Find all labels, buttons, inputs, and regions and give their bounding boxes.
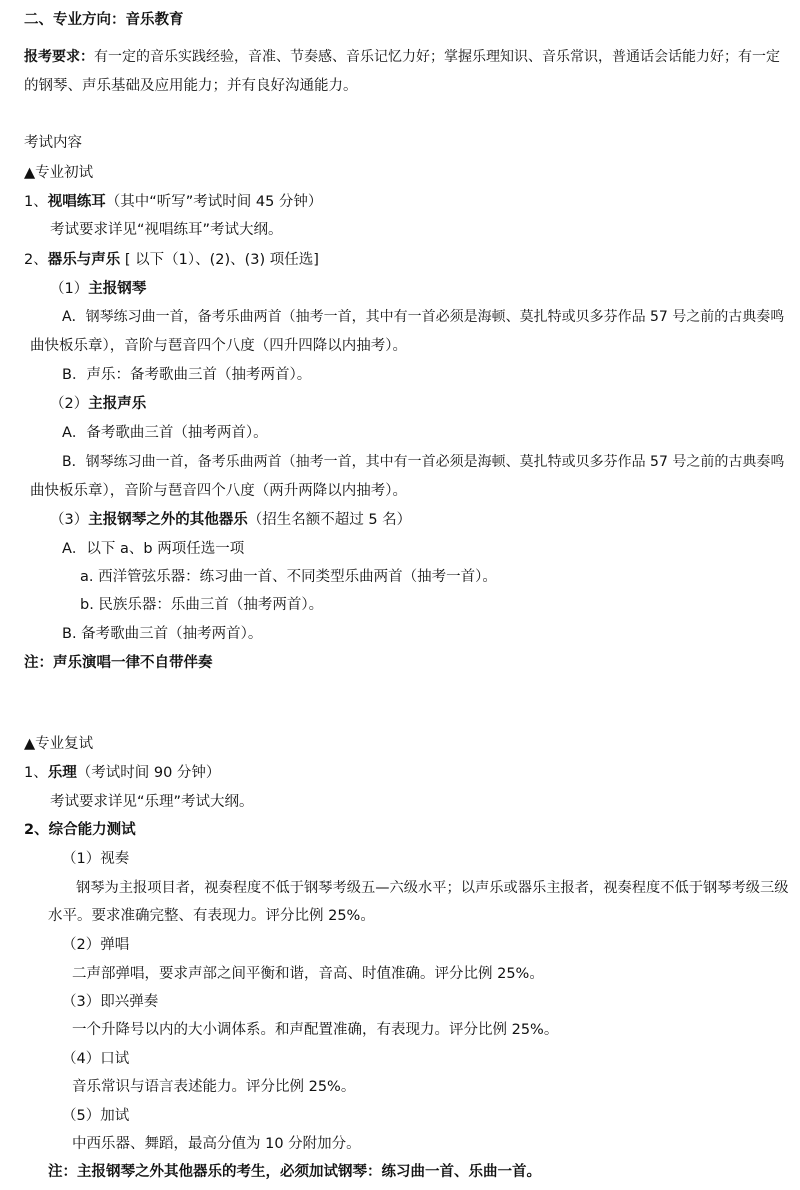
item-title: 视唱练耳 — [47, 194, 106, 210]
retest-item-2: 2、综合能力测试 — [24, 822, 136, 838]
sub-item-1-b: B．声乐：备考歌曲三首（抽考两首）。 — [62, 367, 312, 383]
sub-item-2-a: A．备考歌曲三首（抽考两首）。 — [62, 425, 268, 441]
section-title: 二、专业方向：音乐教育 — [24, 12, 184, 28]
requirement-label: 报考要求： — [24, 49, 94, 65]
prelim-item-1-desc: 考试要求详见“视唱练耳”考试大纲。 — [50, 222, 283, 238]
retest-part-4-title: （4）口试 — [62, 1051, 130, 1067]
requirement-line-1 — [24, 47, 780, 67]
exam-content-title: 考试内容 — [24, 135, 82, 151]
sub-number: （1） — [50, 281, 89, 297]
retest-part-4-text: 音乐常识与语言表述能力。评分比例 25%。 — [72, 1079, 356, 1095]
sub-detail: （招生名额不超过 5 名） — [247, 512, 412, 528]
retest-item-1-desc: 考试要求详见“乐理”考试大纲。 — [50, 794, 254, 810]
sub-title: 主报钢琴之外的其他器乐 — [88, 512, 248, 528]
sub-item-2-b-line-2: 曲快板乐章），音阶与琶音四个八度（两升两降以内抽考）。 — [30, 483, 407, 499]
item-title: 器乐与声乐 — [47, 252, 121, 268]
prelim-item-1 — [24, 192, 322, 212]
sub-item-3-title — [50, 510, 411, 530]
retest-heading: ▲专业复试 — [24, 736, 94, 752]
item-number: 1、 — [24, 194, 48, 210]
item-number: 1、 — [24, 765, 48, 781]
requirement-line-2: 的钢琴、声乐基础及应用能力；并有良好沟通能力。 — [24, 78, 358, 94]
prelim-note: 注：声乐演唱一律不自带伴奏 — [24, 655, 213, 671]
retest-part-3-title: （3）即兴弹奏 — [62, 994, 159, 1010]
sub-item-3-a-b: b. 民族乐器：乐曲三首（抽考两首）。 — [80, 597, 324, 613]
sub-item-3-a-a: a. 西洋管弦乐器：练习曲一首、不同类型乐曲两首（抽考一首）。 — [80, 569, 497, 585]
retest-part-2-text: 二声部弹唱，要求声部之间平衡和谐，音高、时值准确。评分比例 25%。 — [72, 966, 544, 982]
retest-part-1-text-1: 钢琴为主报项目者，视奏程度不低于钢琴考级五—六级水平；以声乐或器乐主报者，视奏程度不低于钢琴考级三级 — [76, 880, 789, 896]
sub-title: 主报钢琴 — [88, 281, 147, 297]
retest-item-1 — [24, 763, 220, 783]
item-title: 乐理 — [47, 765, 77, 781]
item-detail: [ 以下（1）、(2)、(3) 项任选] — [120, 252, 319, 268]
sub-item-3-b: B. 备考歌曲三首（抽考两首）。 — [62, 626, 263, 642]
retest-part-2-title: （2）弹唱 — [62, 937, 130, 953]
sub-item-1-a-line-1: A．钢琴练习曲一首，备考乐曲两首（抽考一首，其中有一首必须是海顿、莫扎特或贝多芬作品 57 号之前的古典奏鸣 — [62, 309, 785, 325]
sub-item-2-title — [50, 394, 146, 414]
prelim-item-2 — [24, 250, 319, 270]
sub-item-1-title — [50, 279, 146, 299]
requirement-text-1: 有一定的音乐实践经验，音准、节奏感、音乐记忆力好；掌握乐理知识、音乐常识，普通话会话能力好；有一定 — [94, 49, 780, 65]
retest-part-3-text: 一个升降号以内的大小调体系。和声配置准确，有表现力。评分比例 25%。 — [72, 1022, 559, 1038]
sub-number: （3） — [50, 512, 89, 528]
sub-title: 主报声乐 — [88, 396, 147, 412]
retest-note: 注：主报钢琴之外其他器乐的考生，必须加试钢琴：练习曲一首、乐曲一首。 — [48, 1164, 541, 1180]
sub-item-1-a-line-2: 曲快板乐章），音阶与琶音四个八度（四升四降以内抽考）。 — [30, 338, 407, 354]
retest-part-1-title: （1）视奏 — [62, 851, 130, 867]
sub-number: （2） — [50, 396, 89, 412]
item-detail: （考试时间 90 分钟） — [76, 765, 221, 781]
prelim-heading: ▲专业初试 — [24, 165, 94, 181]
item-number: 2、 — [24, 252, 48, 268]
retest-part-5-title: （5）加试 — [62, 1108, 130, 1124]
item-detail: （其中“听写”考试时间 45 分钟） — [105, 194, 323, 210]
sub-item-3-a: A．以下 a、b 两项任选一项 — [62, 541, 245, 557]
retest-part-1-text-2: 水平。要求准确完整、有表现力。评分比例 25%。 — [48, 908, 375, 924]
sub-item-2-b-line-1: B．钢琴练习曲一首，备考乐曲两首（抽考一首，其中有一首必须是海顿、莫扎特或贝多芬作品 57 号之前的古典奏鸣 — [62, 454, 785, 470]
retest-part-5-text: 中西乐器、舞蹈，最高分值为 10 分附加分。 — [72, 1136, 361, 1152]
